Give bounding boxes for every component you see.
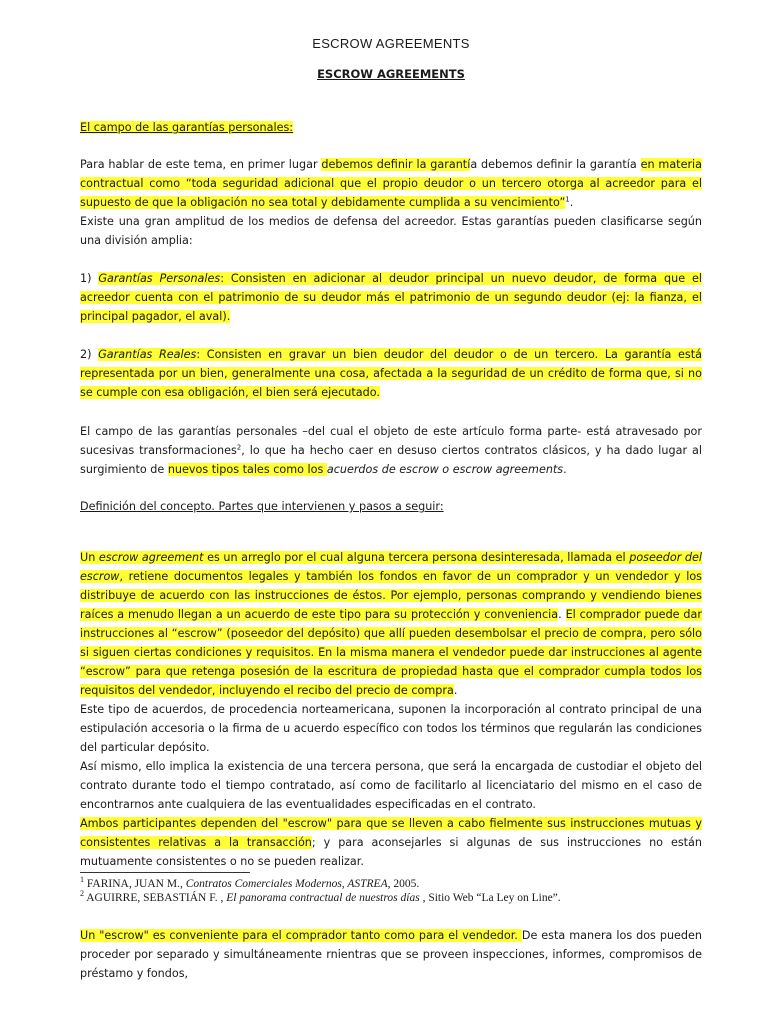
text-span: a debemos definir la garantía [470, 158, 641, 171]
footnote-2 [80, 891, 702, 905]
footnote-rest: , 2005. [387, 878, 420, 890]
paragraph-definicion-garantia [80, 155, 702, 212]
highlighted-text: Un "escrow" es conveniente para el comprador tanto como para el vendedor. [80, 929, 522, 942]
footnote-1 [80, 877, 702, 891]
section-heading-text: Definición del concepto. Partes que intervienen y pasos a seguir: [80, 500, 444, 513]
footnote-number: 2 [80, 889, 84, 899]
text-span: , retiene documentos legales y también los fondos en favor de un comprador y un vendedor y los distribuye de acuerdo con las instrucciones de éstos. Por ejemplo, personas comprando y vendiendo bienes raíces a menudo llegan a un acuerdo de este tipo para su protección y conveniencia [80, 570, 702, 621]
paragraph-garantias-personales [80, 269, 702, 326]
text-span: Para hablar de este tema, en primer lugar [80, 158, 322, 171]
footnote-author: AGUIRRE, SEBASTIÁN F. , [84, 892, 227, 904]
highlighted-text: : Consisten en adicionar al deudor principal un nuevo deudor, de forma que el acreedor cuenta con el patrimonio de su deudor más el patrimonio de un segundo deudor (ej: la fianza, el principal pagador, el aval). [80, 272, 702, 323]
section-heading-garantias [80, 118, 702, 137]
highlighted-text: nuevos tipos tales como los [167, 463, 327, 476]
paragraph-escrow-agreement [80, 548, 702, 700]
paragraph-campo-garantias [80, 422, 702, 479]
text-span: . [563, 463, 567, 476]
footnotes [80, 872, 702, 905]
highlighted-text: : Consisten en gravar un bien deudor del deudor o de un tercero. La garantía está representada por un bien, generalmente una cosa, afectada a la seguridad de un crédito de forma que, si no se cumple con esa obligación, el bien será ejecutado. [80, 348, 702, 399]
text-span: . [558, 608, 566, 621]
text-span: Un [80, 551, 99, 564]
section-heading-definicion [80, 497, 702, 516]
paragraph-procedencia: Este tipo de acuerdos, de procedencia norteamericana, suponen la incorporación al contrato principal de una estipulación accesoria o la firma de u acuerdo específico con todos los términos que regularán las condiciones del particular depósito. [80, 703, 702, 754]
paragraph-participantes [80, 814, 702, 871]
paragraph-tercera-persona: Así mismo, ello implica la existencia de una tercera persona, que será la encargada de custodiar el objeto del contrato durante todo el tiempo contratado, así como de facilitarlo al licenciatario del mismo en el caso de encontrarnos ante cualquiera de las eventualidades especificadas en el contrato. [80, 760, 702, 811]
text-span: , lo que ha hecho caer en desuso ciertos contratos clásicos, y ha dado lugar al surgimiento de [80, 444, 703, 476]
footnote-ref-2[interactable]: 2 [236, 443, 242, 452]
text-span: De esta manera los dos pueden proceder por separado y simultáneamente rnientras que se proveen inspecciones, informes, compromisos de préstamo y fondos, [80, 929, 702, 980]
text-span: ; y para aconsejarles si algunas de sus instrucciones no están mutuamente consistentes o no se pueden realizar. [80, 836, 702, 868]
document-title: ESCROW AGREEMENTS [317, 67, 465, 81]
document-header: ESCROW AGREEMENTS [312, 36, 470, 51]
text-span: . [453, 684, 458, 697]
footnote-work: El panorama contractual de nuestros días [226, 892, 420, 904]
highlighted-text: Ambos participantes dependen del "escrow" para que se lleven a cabo fielmente sus instrucciones mutuas y consistentes relativas a la transacción [80, 817, 702, 849]
term-escrow-agreement: escrow agreement [98, 551, 204, 564]
text-span: es un arreglo por el cual alguna tercera persona desinteresada, llamada el [203, 551, 630, 564]
text-span: . [569, 196, 574, 209]
highlighted-text: en materia contractual como “toda seguridad adicional que el propio deudor o un tercero otorga al acreedor para el supuesto de que la obligación no sea total y debidamente cumplida a su vencimiento” [80, 158, 703, 209]
document-page [80, 30, 702, 983]
section-heading-text: El campo de las garantías personales: [80, 121, 294, 134]
footnote-rest: , Sitio Web “La Ley on Line”. [419, 892, 561, 904]
term-poseedor-escrow: poseedor del escrow [80, 551, 702, 583]
list-number: 1) [80, 272, 99, 285]
highlighted-text: El comprador puede dar instrucciones al “escrow” (poseedor del depósito) que allí pueden desembolsar el precio de compra, pero sólo si siguen ciertas condiciones y requisitos. En la misma manera el vendedor puede dar instrucciones al agente “escrow” para que retenga posesión de la escritura de propiedad hasta que el comprador cumpla todos los requisitos del vendedor, incluyendo el recibo del precio de compra [80, 608, 702, 697]
footnote-ref-1[interactable]: 1 [565, 195, 570, 204]
term-escrow-agreements: acuerdos de escrow o escrow agreements [326, 463, 564, 476]
paragraph-garantias-reales [80, 345, 702, 402]
footnote-author: FARINA, JUAN M., [84, 878, 186, 890]
list-number: 2) [80, 348, 99, 361]
term-garantias-personales: Garantías Personales [98, 272, 221, 285]
highlighted-text: debemos definir la garantí [321, 158, 471, 171]
term-garantias-reales: Garantías Reales [98, 348, 197, 361]
footnote-divider [80, 872, 250, 873]
paragraph-amplitud: Existe una gran amplitud de los medios de defensa del acreedor. Estas garantías pueden clasificarse según una división amplia: [80, 215, 702, 247]
footnote-work: Contratos Comerciales Modernos, ASTREA [185, 878, 388, 890]
text-span: El campo de las garantías personales –del cual el objeto de este artículo forma parte- está atravesado por sucesivas transformaciones [80, 425, 702, 457]
paragraph-escrow-conveniente [80, 926, 702, 983]
footnote-number: 1 [80, 875, 84, 885]
